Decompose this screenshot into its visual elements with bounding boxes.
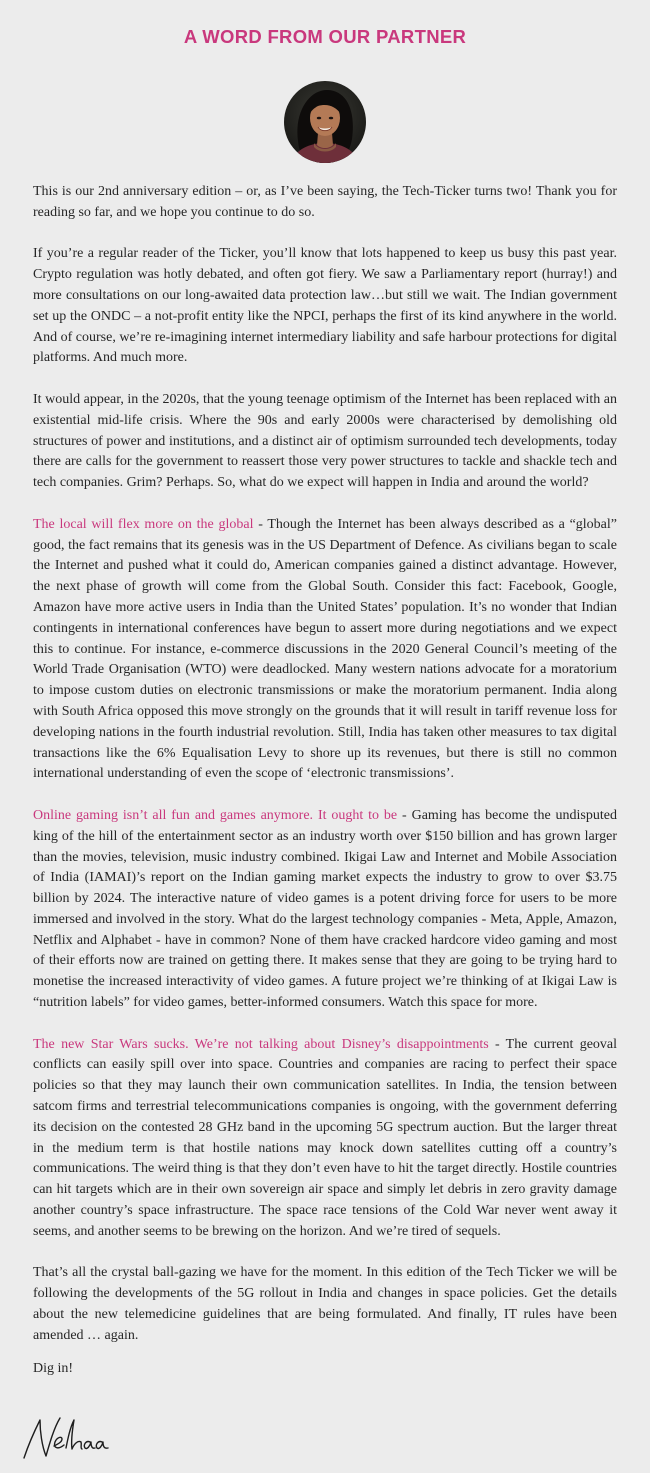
- intro-paragraph: This is our 2nd anniversary edition – or, as I’ve been saying, the Tech-Ticker turns two! Thank you for reading so far, and we hope you continue to do so.: [33, 184, 617, 220]
- outlook-paragraph: It would appear, in the 2020s, that the young teenage optimism of the Internet has been replaced with an existential mid-life crisis. Where the 90s and early 2000s were characterised by demolishing old structures of power and institutions, and a distinct air of optimism surrounded tech developments, today there are calls for the government to reassert those very power structures to tackle and shackle tech and tech companies. Grim? Perhaps. So, what do we expect will happen in India and around the world?: [33, 391, 617, 491]
- author-signature: [18, 1412, 118, 1464]
- local-global-text: - Though the Internet has been always described as a “global” good, the fact remains that its genesis was in the US Department of Defence. As civilians began to scale the Internet and pushed what it could do, American companies gained a distinct advantage. However, the next phase of growth will come from the Global South. Consider this fact: Facebook, Google, Amazon have more active users in India than the United States’ population. It’s no wonder that Indian contingents in international conferences have begun to assert more during negotiations and we expect this to continue. For instance, e-commerce discussions in the 2020 General Council’s meeting of the World Trade Organisation (WTO) were deadlocked. Many western nations advocate for a moratorium to impose custom duties on electronic transmissions or make the moratorium permanent. India along with South Africa opposed this move strongly on the grounds that it will result in tariff revenue loss for developing nations in the fourth industrial revolution. Still, India has taken other measures to tax digital transactions like the 6% Equalisation Levy to shore up its revenues, but there is still no common international understanding of even the scope of ‘electronic transmissions’.: [33, 516, 617, 782]
- year-review-paragraph: If you’re a regular reader of the Ticker, you’ll know that lots happened to keep us busy this past year. Crypto regulation was hotly debated, and often got fiery. We saw a Parliamentary report (hurray!) and more consultations on our long-awaited data protection law…but still we wait. The Indian government set up the ONDC – a not-profit entity like the NPCI, perhaps the first of its kind anywhere in the world. And of course, we’re re-imagining internet intermediary liability and safe harbour protections for digital platforms. And much more.: [33, 246, 617, 366]
- online-gaming-paragraph: [33, 806, 617, 1014]
- star-wars-text: - The current geoval conflicts can easily spill over into space. Countries and companies are racing to perfect their space policies so that they may launch their own communication satellites. In India, the tension between satcom firms and terrestrial telecommunications companies is ongoing, with the government deferring its decision on the contested 28 GHz band in the upcoming 5G spectrum auction. But the larger threat in the medium term is that hostile nations may knock down satellites cutting off a country’s communications. The weird thing is that they don’t even have to hit the target directly. Hostile countries can hit targets which are in their own sovereign air space and simply let debris in zero gravity damage another country’s space infrastructure. The space race tensions of the Cold War never went away it seems, and another seems to be brewing on the horizon. And we’re tired of sequels.: [33, 1036, 618, 1239]
- local-global-heading: The local will flex more on the global: [33, 516, 254, 532]
- page-title: A WORD FROM OUR PARTNER: [183, 26, 467, 47]
- author-avatar: [284, 81, 366, 163]
- closing-paragraph: That’s all the crystal ball-gazing we have for the moment. In this edition of the Tech Ticker we will be following the developments of the 5G rollout in India and changes in space policies. Get the details about the new telemedicine guidelines that are being formulated. And finally, IT rules have been amended … again.: [33, 1265, 617, 1343]
- online-gaming-heading: Online gaming isn’t all fun and games anymore. It ought to be: [33, 807, 398, 823]
- star-wars-heading: The new Star Wars sucks. We’re not talking about Disney’s disappointments: [33, 1036, 489, 1052]
- author-portrait-image: [284, 81, 366, 163]
- local-global-paragraph: [33, 515, 617, 785]
- signature-image: [18, 1412, 118, 1464]
- signoff-text: Dig in!: [33, 1361, 74, 1376]
- online-gaming-text: - Gaming has become the undisputed king of the hill of the entertainment sector as an industry worth over $150 billion and has grown larger than the movies, television, music industry combined. Ikigai Law and Internet and Mobile Association of India (IAMAI)’s report on the Indian gaming market expects the industry to grow to over $3.75 billion by 2024. The interactive nature of video games is a potent driving force for users to be more immersed and involved in the story. What do the largest technology companies - Meta, Apple, Amazon, Netflix and Alphabet - have in common? None of them have cracked hardcore video gaming and most of their efforts now are trained on getting there. It makes sense that they are going to be trying hard to monetise the increased interactivity of video games. A future project we’re thinking of at Ikigai Law is “nutrition labels” for video games, better-informed consumers. Watch this space for more.: [33, 807, 617, 1011]
- star-wars-paragraph: [33, 1035, 617, 1243]
- letter-body: [33, 182, 617, 1367]
